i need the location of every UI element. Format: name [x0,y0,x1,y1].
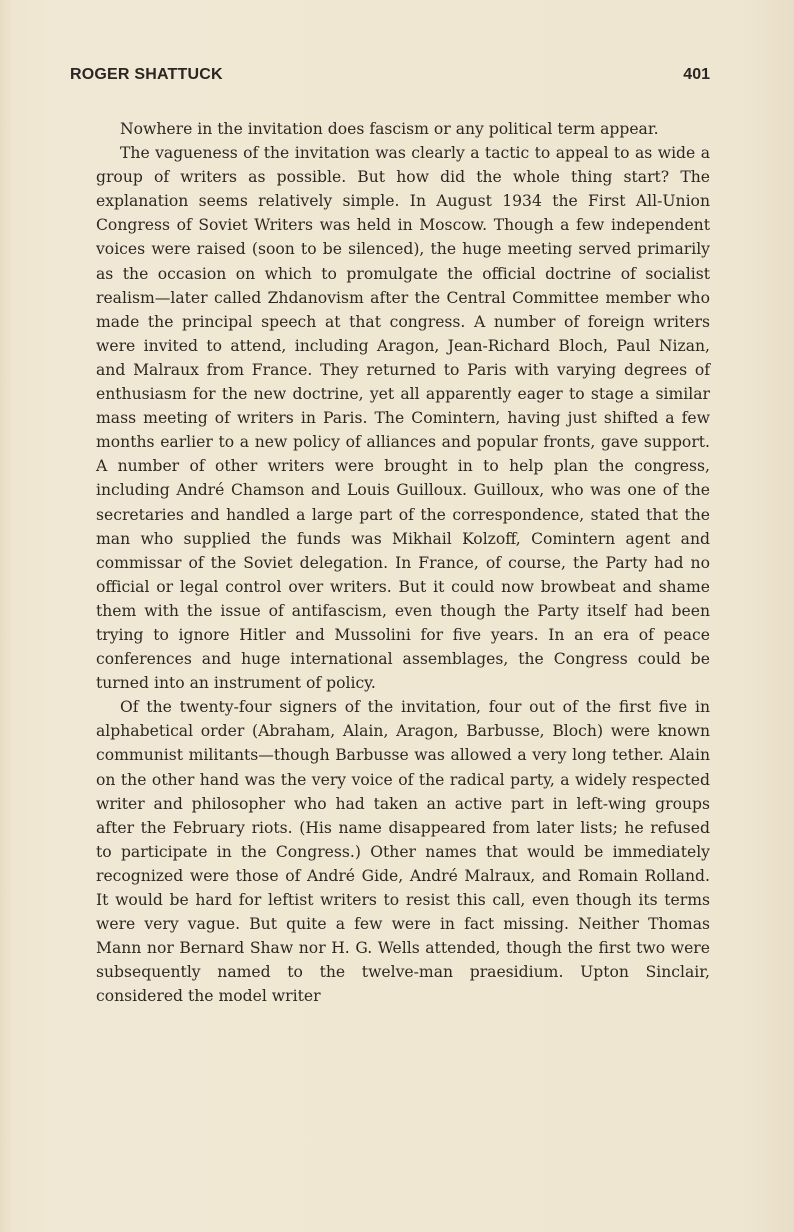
body-text [96,117,710,1008]
page-header [70,66,710,90]
paragraph: Of the twenty-four signers of the invitation, four out of the first five in alphabetical order (Abraham, Alain, Aragon, Barbusse, Bloch) were known communist militants—though Barbusse was allowed a very long tether. Alain on the other hand was the very voice of the radical party, a widely respected writer and philosopher who had taken an active part in left-wing groups after the February riots. (His name disappeared from later lists; he refused to participate in the Congress.) Other names that would be immediately recognized were those of André Gide, André Malraux, and Romain Rolland. It would be hard for leftist writers to resist this call, even though its terms were very vague. But quite a few were in fact missing. Neither Thomas Mann nor Bernard Shaw nor H. G. Wells attended, though the first two were subsequently named to the twelve-man praesidium. Upton Sinclair, considered the model writer [96,698,710,1006]
running-head: ROGER SHATTUCK [70,66,223,83]
page-number: 401 [683,66,710,83]
paragraph: Nowhere in the invitation does fascism or any political term appear. [120,120,659,138]
paragraph: The vagueness of the invitation was clearly a tactic to appeal to as wide a group of writers as possible. But how did the whole thing start? The explanation seems relatively simple. In August 1934 the First All-Union Congress of Soviet Writers was held in Moscow. Though a few independent voices were raised (soon to be silenced), the huge meeting served primarily as the occasion on which to promulgate the official doctrine of socialist realism—later called Zhdanovism after the Central Committee member who made the principal speech at that congress. A number of foreign writers were invited to attend, including Aragon, Jean-Richard Bloch, Paul Nizan, and Malraux from France. They returned to Paris with varying degrees of enthusiasm for the new doctrine, yet all apparently eager to stage a similar mass meeting of writers in Paris. The Comintern, having just shifted a few months earlier to a new policy of alliances and popular fronts, gave support. A number of other writers were brought in to help plan the congress, including André Chamson and Louis Guilloux. Guilloux, who was one of the secretaries and handled a large part of the correspondence, stated that the man who supplied the funds was Mikhail Kolzoff, Comintern agent and commissar of the Soviet delegation. In France, of course, the Party had no official or legal control over writers. But it could now browbeat and shame them with the issue of antifascism, even though the Party itself had been trying to ignore Hitler and Mussolini for five years. In an era of peace conferences and huge international assemblages, the Congress could be turned into an instrument of policy. [96,144,710,693]
